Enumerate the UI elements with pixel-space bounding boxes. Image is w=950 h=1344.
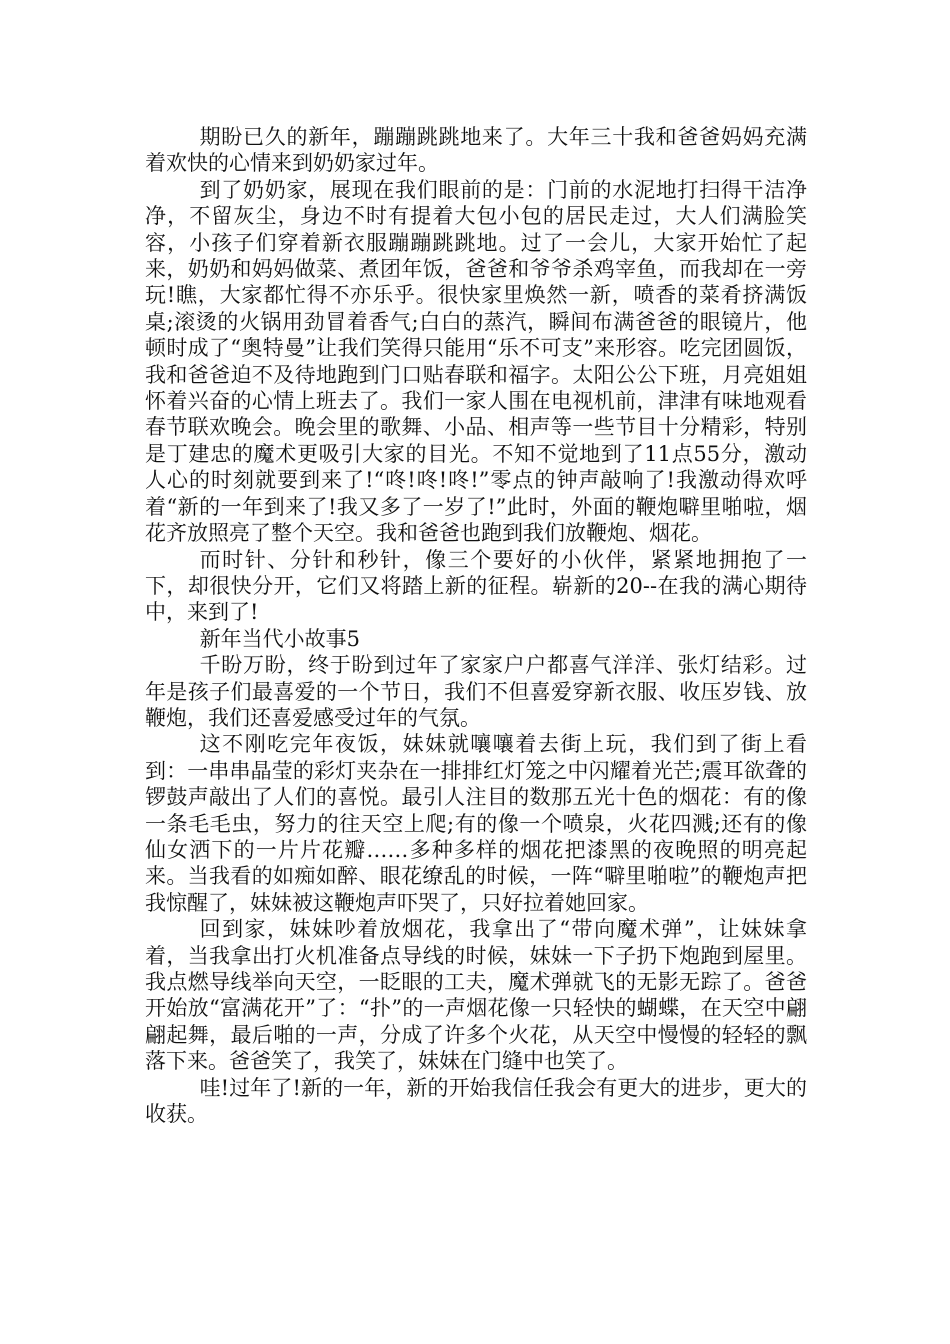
- paragraph-magic-bomb: 回到家，妹妹吵着放烟花，我拿出了“带向魔术弹”，让妹妹拿着，当我拿出打火机准备点导线的时候，妹妹一下子扔下炮跑到屋里。我点燃导线举向天空，一眨眼的工夫，魔术弹就飞的无影无踪了。爸爸开始放“富满花开”了：“扑”的一声烟花像一只轻快的蝴蝶，在天空中翩翩起舞，最后啪的一声，分成了许多个火花，从天空中慢慢的轻轻的飘落下来。爸爸笑了，我笑了，妹妹在门缝中也笑了。: [145, 917, 807, 1074]
- paragraph-grandma-house: 到了奶奶家，展现在我们眼前的是：门前的水泥地打扫得干洁净净，不留灰尘，身边不时有提着大包小包的居民走过，大人们满脸笑容，小孩子们穿着新衣服蹦蹦跳跳地。过了一会儿，大家开始忙了起来，奶奶和妈妈做菜、煮团年饭，爸爸和爷爷杀鸡宰鱼，而我却在一旁玩!瞧，大家都忙得不亦乐乎。很快家里焕然一新，喷香的菜肴挤满饭桌;滚烫的火锅用劲冒着香气;白白的蒸汽，瞬间布满爸爸的眼镜片，他顿时成了“奥特曼”让我们笑得只能用“乐不可支”来形容。吃完团圆饭，我和爸爸迫不及待地跑到门口贴春联和福字。太阳公公下班，月亮姐姐怀着兴奋的心情上班去了。我们一家人围在电视机前，津津有味地观看春节联欢晚会。晚会里的歌舞、小品、相声等一些节目十分精彩，特别是丁建忠的魔术更吸引大家的目光。不知不觉地到了11点55分，激动人心的时刻就要到来了!“咚!咚!咚!”零点的钟声敲响了!我激动得欢呼着“新的一年到来了!我又多了一岁了!”此时，外面的鞭炮噼里啪啦，烟花齐放照亮了整个天空。我和爸爸也跑到我们放鞭炮、烟花。: [145, 177, 807, 546]
- document-page: [145, 124, 807, 1127]
- paragraph-street-fireworks: 这不刚吃完年夜饭，妹妹就嚷嚷着去街上玩，我们到了街上看到：一串串晶莹的彩灯夹杂在一排排红灯笼之中闪耀着光芒;震耳欲聋的锣鼓声敲出了人们的喜悦。最引人注目的数那五光十色的烟花：有的像一条毛毛虫，努力的往天空上爬;有的像一个喷泉，火花四溅;还有的像仙女洒下的一片片花瓣……多种多样的烟花把漆黑的夜晚照的明亮起来。当我看的如痴如醉、眼花缭乱的时候，一阵“噼里啪啦”的鞭炮声把我惊醒了，妹妹被这鞭炮声吓哭了，只好拉着她回家。: [145, 732, 807, 915]
- paragraph-conclusion: 哇!过年了!新的一年，新的开始我信任我会有更大的进步，更大的收获。: [145, 1075, 807, 1127]
- paragraph-new-year-wait: 千盼万盼，终于盼到过年了家家户户都喜气洋洋、张灯结彩。过年是孩子们最喜爱的一个节日，我们不但喜爱穿新衣服、收压岁钱、放鞭炮，我们还喜爱感受过年的气氛。: [145, 653, 807, 730]
- paragraph-clock-hands: 而时针、分针和秒针，像三个要好的小伙伴，紧紧地拥抱了一下，却很快分开，它们又将踏上新的征程。崭新的20--在我的满心期待中，来到了!: [145, 547, 807, 625]
- section-heading: 新年当代小故事5: [199, 626, 360, 651]
- paragraph-arrival: 期盼已久的新年，蹦蹦跳跳地来了。大年三十我和爸爸妈妈充满着欢快的心情来到奶奶家过年。: [145, 125, 807, 176]
